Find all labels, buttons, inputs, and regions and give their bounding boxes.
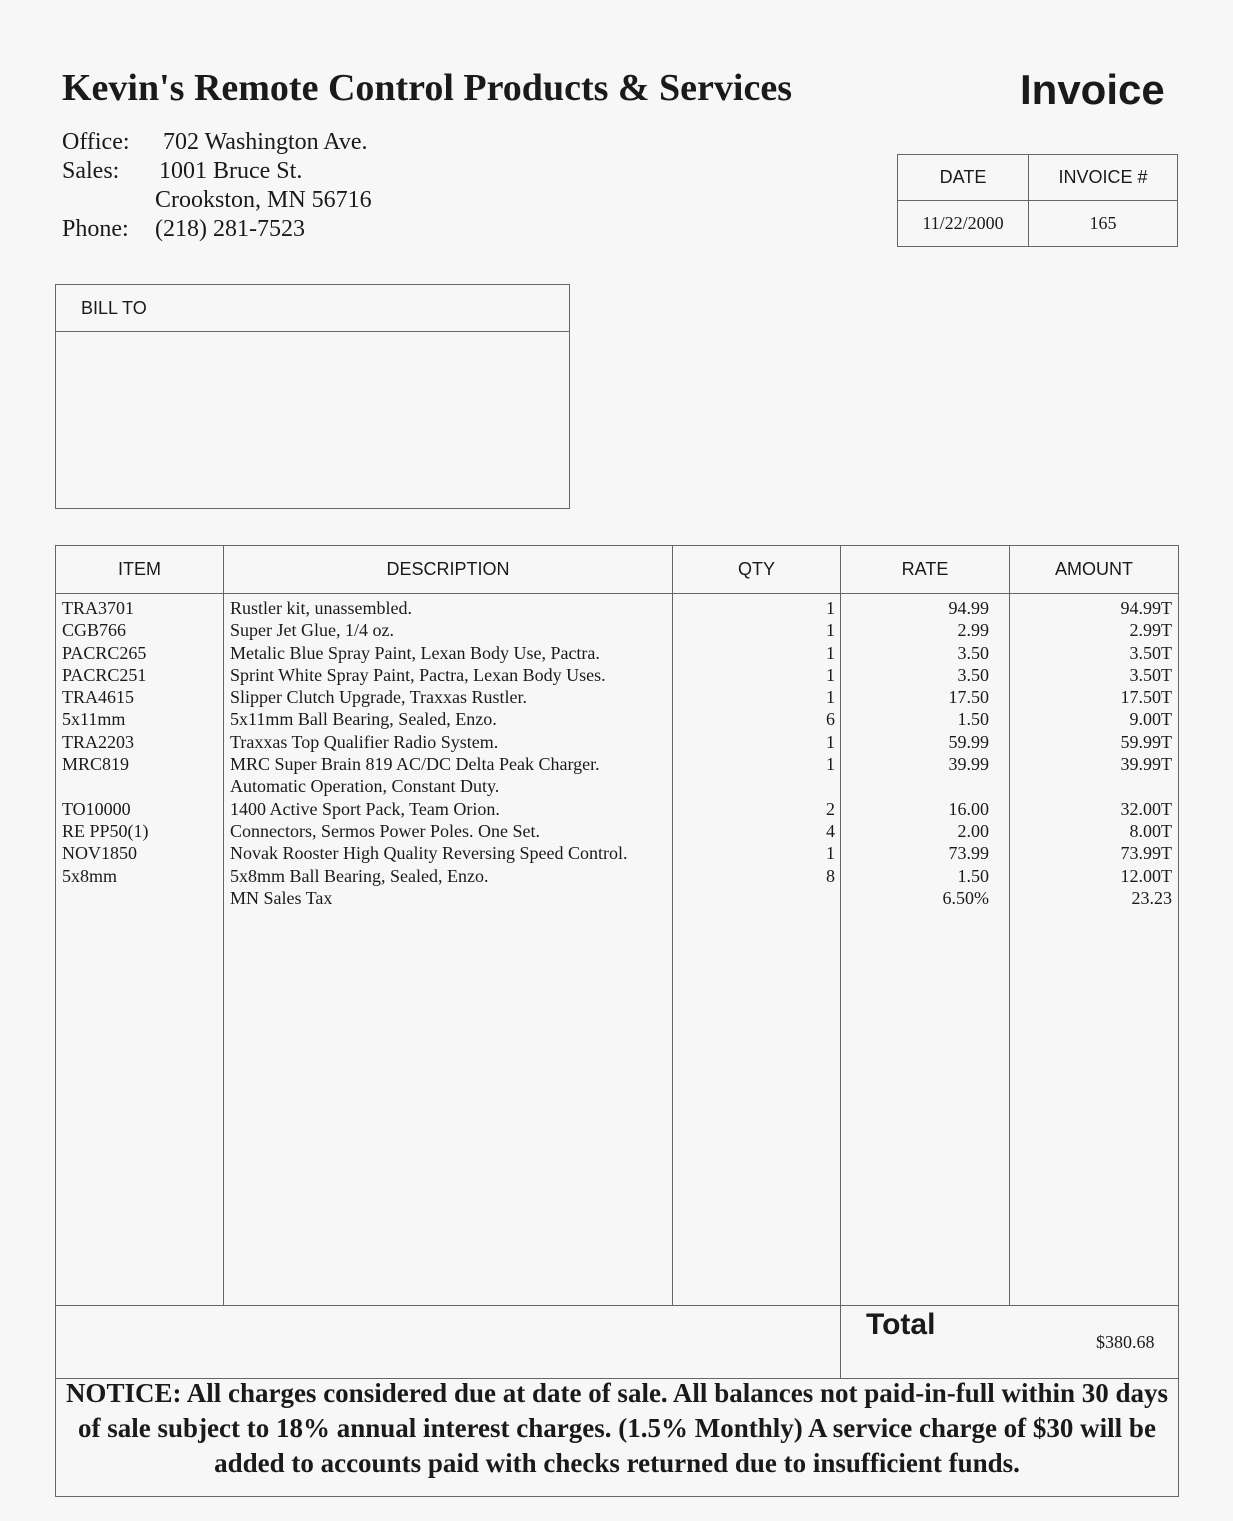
table-row <box>56 775 1178 797</box>
item-description: Super Jet Glue, 1/4 oz. <box>230 620 394 641</box>
description-column-header: DESCRIPTION <box>386 559 510 579</box>
item-qty: 6 <box>826 709 835 730</box>
item-rate: 16.00 <box>948 798 989 819</box>
table-row <box>56 664 1178 686</box>
item-rate: 2.99 <box>957 620 989 641</box>
item-rate: 3.50 <box>957 642 989 663</box>
item-qty: 1 <box>826 843 835 864</box>
invoice-meta-table <box>897 154 1178 247</box>
item-qty: 4 <box>826 820 835 841</box>
item-qty: 2 <box>826 798 835 819</box>
item-amount: 59.99T <box>1120 731 1172 752</box>
city-state-zip: Crookston, MN 56716 <box>155 187 372 213</box>
item-rate: 2.00 <box>957 820 989 841</box>
item-qty: 1 <box>826 598 835 618</box>
item-column-header: ITEM <box>118 559 161 579</box>
item-description: 1400 Active Sport Pack, Team Orion. <box>230 798 500 819</box>
item-qty: 1 <box>826 664 835 685</box>
item-code: TRA3701 <box>62 598 134 618</box>
item-code: TO10000 <box>62 798 131 819</box>
phone-row <box>62 215 372 244</box>
item-rate: 17.50 <box>948 687 989 708</box>
table-row <box>56 731 1178 753</box>
sales-row <box>62 157 372 186</box>
item-description: Sprint White Spray Paint, Pactra, Lexan Body Uses. <box>230 664 606 685</box>
company-name: Kevin's Remote Control Products & Services <box>62 67 792 109</box>
item-description: Metalic Blue Spray Paint, Lexan Body Use, Pactra. <box>230 642 600 663</box>
payment-notice: NOTICE: All charges considered due at date of sale. All balances not paid-in-full within 30 days of sale subject to 18% annual interest charges. (1.5% Monthly) A service charge of $30 will be added to accounts paid with checks returned due to insufficient funds. <box>65 1378 1169 1478</box>
item-qty: 1 <box>826 620 835 641</box>
city-row <box>62 186 372 215</box>
item-code: 5x11mm <box>62 709 126 730</box>
item-rate: 6.50% <box>942 887 989 908</box>
line-items <box>56 597 1178 909</box>
item-amount <box>1009 775 1178 797</box>
item-code: 5x8mm <box>62 865 118 886</box>
phone-number: (218) 281-7523 <box>155 216 305 242</box>
item-rate: 1.50 <box>957 865 989 886</box>
phone-label: Phone: <box>62 216 129 242</box>
rate-column-header: RATE <box>901 559 949 579</box>
table-row <box>56 642 1178 664</box>
item-qty: 1 <box>826 754 835 775</box>
item-rate: 59.99 <box>948 731 989 752</box>
document-title: Invoice <box>1020 66 1165 113</box>
office-row <box>62 128 372 157</box>
item-code <box>56 887 224 909</box>
table-row <box>56 686 1178 708</box>
office-address: 702 Washington Ave. <box>163 129 368 155</box>
table-row <box>56 708 1178 730</box>
item-amount: 12.00T <box>1120 865 1172 886</box>
totals-divider <box>56 1305 1178 1306</box>
table-row <box>56 798 1178 820</box>
table-row <box>56 753 1178 775</box>
item-amount: 94.99T <box>1120 598 1172 618</box>
sales-label: Sales: <box>62 158 120 184</box>
total-label: Total <box>866 1308 936 1341</box>
qty-column-header: QTY <box>737 559 775 579</box>
invoice-date: 11/22/2000 <box>898 201 1029 247</box>
item-description: Novak Rooster High Quality Reversing Speed Control. <box>230 843 628 864</box>
item-description: 5x8mm Ball Bearing, Sealed, Enzo. <box>230 865 489 886</box>
item-amount: 3.50T <box>1129 642 1172 663</box>
table-row <box>56 887 1178 909</box>
item-description: 5x11mm Ball Bearing, Sealed, Enzo. <box>230 709 497 730</box>
header-divider <box>56 593 1178 594</box>
bill-to-label: BILL TO <box>56 285 569 332</box>
item-amount: 17.50T <box>1120 687 1172 708</box>
item-amount: 73.99T <box>1120 843 1172 864</box>
item-description: Connectors, Sermos Power Poles. One Set. <box>230 820 540 841</box>
item-description: Traxxas Top Qualifier Radio System. <box>230 731 499 752</box>
item-qty: 8 <box>826 865 835 886</box>
item-rate: 73.99 <box>948 843 989 864</box>
item-qty: 1 <box>826 731 835 752</box>
item-rate: 1.50 <box>957 709 989 730</box>
item-amount: 2.99T <box>1129 620 1172 641</box>
address-block <box>62 128 372 244</box>
item-qty <box>673 775 841 797</box>
table-row <box>56 597 1178 619</box>
date-header: DATE <box>898 155 1029 201</box>
item-rate: 3.50 <box>957 664 989 685</box>
item-rate <box>841 775 1009 797</box>
table-row <box>56 820 1178 842</box>
item-qty <box>673 887 841 909</box>
item-description: MRC Super Brain 819 AC/DC Delta Peak Charger. <box>230 754 600 775</box>
item-code: RE PP50(1) <box>62 820 149 841</box>
item-qty: 1 <box>826 642 835 663</box>
item-amount: 3.50T <box>1129 664 1172 685</box>
item-code: PACRC265 <box>62 642 147 663</box>
item-code: TRA4615 <box>62 687 134 708</box>
item-description: Automatic Operation, Constant Duty. <box>230 776 500 797</box>
table-row <box>56 865 1178 887</box>
item-amount: 8.00T <box>1129 820 1172 841</box>
item-code: TRA2203 <box>62 731 134 752</box>
item-code: MRC819 <box>62 754 130 775</box>
item-description: Rustler kit, unassembled. <box>230 598 412 618</box>
table-row <box>56 619 1178 641</box>
item-rate: 39.99 <box>948 754 989 775</box>
item-qty: 1 <box>826 687 835 708</box>
item-description: Slipper Clutch Upgrade, Traxxas Rustler. <box>230 687 527 708</box>
line-items-table <box>55 545 1179 1497</box>
item-code: PACRC251 <box>62 664 147 685</box>
sales-address: 1001 Bruce St. <box>159 158 303 184</box>
item-code: CGB766 <box>62 620 127 641</box>
table-row <box>56 842 1178 864</box>
item-amount: 9.00T <box>1129 709 1172 730</box>
item-description: MN Sales Tax <box>230 887 333 908</box>
invoice-number: 165 <box>1029 201 1178 247</box>
total-amount: $380.68 <box>1096 1332 1155 1352</box>
amount-column-header: AMOUNT <box>1055 559 1133 579</box>
bill-to-box <box>55 284 570 509</box>
item-code: NOV1850 <box>62 843 137 864</box>
invoice-number-header: INVOICE # <box>1029 155 1178 201</box>
item-amount: 23.23 <box>1131 887 1172 908</box>
item-amount: 32.00T <box>1120 798 1172 819</box>
office-label: Office: <box>62 129 130 155</box>
item-rate: 94.99 <box>948 598 989 618</box>
item-amount: 39.99T <box>1120 754 1172 775</box>
item-code <box>56 775 224 797</box>
